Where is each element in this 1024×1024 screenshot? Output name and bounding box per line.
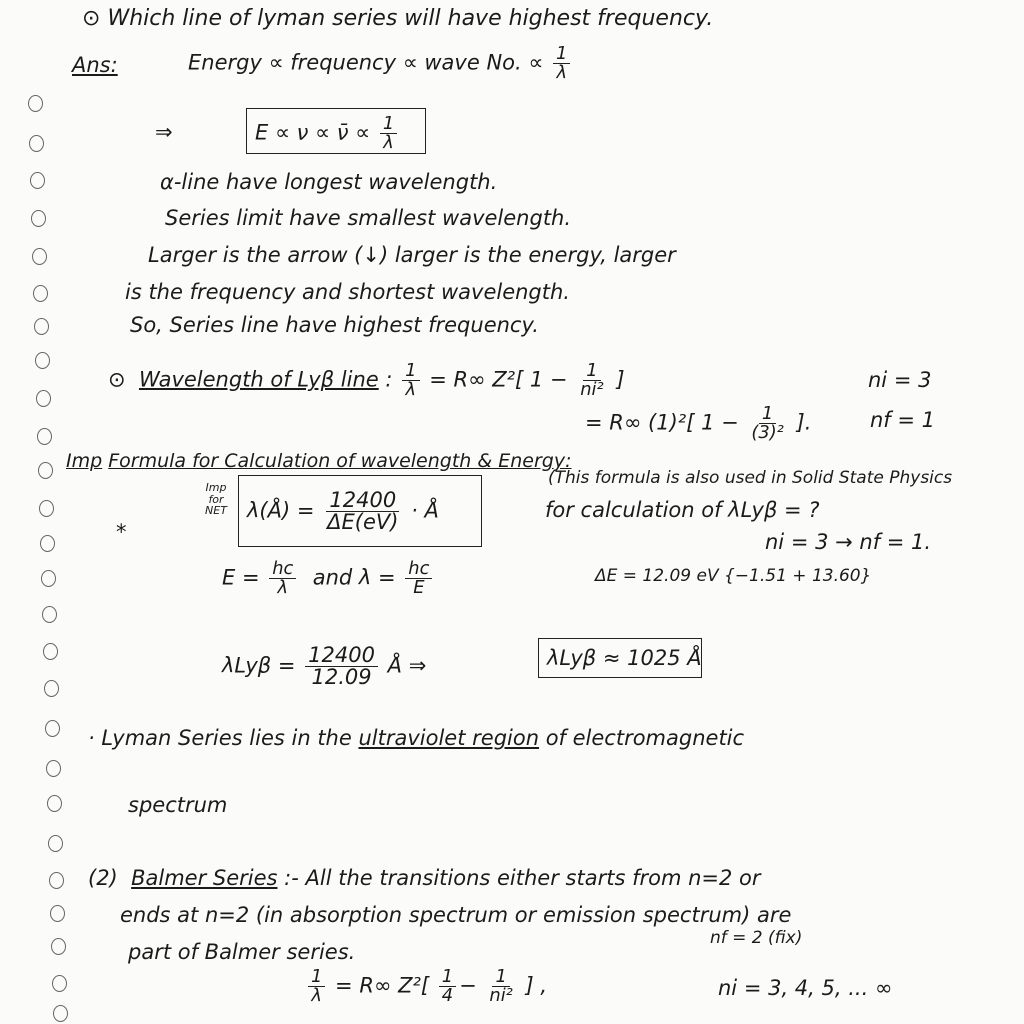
wavelength-formula-box [238, 475, 482, 547]
note-line: α-line have longest wavelength. [160, 170, 498, 194]
bracket: ]. [796, 410, 812, 435]
numerator: 1 [553, 45, 570, 64]
numerator: 1 [439, 968, 456, 987]
equation-text: = R∞ Z²[ [335, 973, 430, 998]
binder-hole [40, 535, 55, 552]
binder-hole [30, 172, 45, 189]
calc-text: for calculation of λLyβ = ? [545, 498, 820, 522]
binder-hole [29, 135, 44, 152]
text: :- All the transitions either starts from n=2 or [284, 866, 761, 890]
fraction [577, 362, 606, 399]
denominator: 4 [441, 984, 454, 1006]
numerator: 1 [402, 362, 419, 381]
delta-e-text: ΔE = 12.09 eV {−1.51 + 13.60} [595, 566, 872, 586]
ni-value: ni = 3 [868, 368, 932, 392]
balmer-line-1 [88, 868, 761, 889]
binder-hole [35, 352, 50, 369]
fraction [305, 645, 378, 688]
binder-hole [46, 760, 61, 777]
lyb-equation [108, 362, 625, 399]
fraction [402, 362, 419, 399]
note-line: So, Series line have highest frequency. [130, 313, 539, 337]
equation-text: = R∞ Z²[ 1 − [429, 367, 568, 392]
fraction [439, 968, 456, 1005]
balmer-equation: $\frac{1}{\lambda}$ = R∞ Z²[ $\frac{1}{4}$ − $\frac{1}{\text{ni²}}$ ] , [305, 968, 547, 1005]
wavelength-formula [247, 490, 439, 533]
boxed-text: E ∝ ν ∝ ν̄ ∝ [255, 120, 371, 145]
proportionality-box [246, 108, 426, 154]
text: · Lyman Series lies in the [88, 726, 352, 750]
fraction [486, 968, 515, 1005]
binder-hole [42, 606, 57, 623]
numerator: 1 [759, 405, 776, 424]
text: of electromagnetic [545, 726, 745, 750]
section-title: Balmer Series [131, 866, 278, 890]
denominator: λ [311, 984, 322, 1006]
star-icon: * [116, 520, 127, 544]
energy-relations [222, 560, 435, 597]
binder-hole [53, 1005, 68, 1022]
equation-text: E = [222, 565, 260, 590]
binder-hole [36, 390, 51, 407]
numerator: hc [405, 560, 432, 579]
binder-hole [50, 905, 65, 922]
balmer-line-2: ends at n=2 (in absorption spectrum or emission spectrum) are [120, 903, 792, 927]
binder-hole [28, 95, 43, 112]
denominator: ΔE(eV) [327, 510, 399, 534]
result-box [538, 638, 702, 678]
binder-hole [47, 795, 62, 812]
boxed-formula [255, 115, 400, 152]
denominator: 12.09 [311, 665, 372, 689]
denominator: (3)² [751, 421, 784, 443]
binder-hole [45, 720, 60, 737]
bracket: ] [616, 367, 625, 392]
binder-hole [38, 462, 53, 479]
numerator: 1 [308, 968, 325, 987]
fraction [380, 115, 397, 152]
section-title: Wavelength of Lyβ line [138, 367, 379, 392]
denominator: λ [383, 131, 394, 153]
fraction [553, 45, 570, 82]
question-text: Which line of lyman series will have highest frequency. [107, 6, 714, 31]
proportionality-text: Energy ∝ frequency ∝ wave No. ∝ [188, 50, 544, 75]
question-line [82, 8, 713, 30]
nf-value: nf = 2 (fix) [710, 928, 803, 948]
unit: · Å [411, 498, 439, 523]
numerator: 12400 [305, 645, 378, 667]
lyb-equation-2 [585, 405, 811, 442]
denominator: ni² [580, 378, 604, 400]
section-number: (2) [88, 866, 118, 890]
lyman-region-line [88, 728, 744, 749]
formula-heading [66, 452, 572, 471]
equation-text: and λ = [312, 565, 396, 590]
fraction [308, 968, 325, 1005]
fraction [324, 490, 401, 533]
binder-hole [39, 500, 54, 517]
numerator: 1 [492, 968, 509, 987]
note-line: Series limit have smallest wavelength. [165, 206, 572, 230]
denominator: E [413, 576, 425, 598]
bracket: ] , [525, 973, 548, 998]
balmer-line-3: part of Balmer series. [128, 940, 356, 964]
binder-hole [51, 938, 66, 955]
formula-note: (This formula is also used in Solid State Physics [548, 468, 953, 488]
colon: : [385, 367, 400, 392]
unit: Å ⇒ [387, 653, 427, 678]
underlined-text: ultraviolet region [358, 726, 540, 750]
transition-text: ni = 3 → nf = 1. [765, 530, 932, 554]
answer-label: Ans: [72, 53, 118, 77]
lyman-region-line-2: spectrum [128, 793, 228, 817]
bullet-icon: ⊙ [108, 367, 126, 392]
note-line: Larger is the arrow (↓) larger is the energy, larger [148, 243, 676, 267]
equation-text: λLyβ = [222, 653, 296, 678]
result-text: λLyβ ≈ 1025 Å [547, 646, 702, 670]
fraction [748, 405, 786, 442]
numerator: 12400 [326, 490, 399, 512]
denominator: λ [277, 576, 289, 598]
binder-hole [49, 872, 64, 889]
nf-value: nf = 1 [870, 408, 936, 432]
numerator: hc [269, 560, 296, 579]
imp-label: Imp [66, 450, 103, 472]
note-line: is the frequency and shortest wavelength. [125, 280, 570, 304]
answer-line [188, 45, 573, 82]
denominator: ni² [489, 984, 513, 1006]
binder-hole [31, 210, 46, 227]
binder-hole [32, 248, 47, 265]
imp-for-net-label: Imp for NET [205, 481, 227, 518]
denominator: λ [405, 378, 417, 400]
binder-hole [33, 285, 48, 302]
formula-lhs: λ(Å) = [247, 498, 315, 523]
binder-hole [48, 835, 63, 852]
binder-hole [34, 318, 49, 335]
binder-hole [52, 975, 67, 992]
lyb-calculation [222, 645, 426, 688]
equation-text: = R∞ (1)²[ 1 − [585, 410, 739, 435]
fraction [269, 560, 296, 597]
binder-hole [44, 680, 59, 697]
numerator: 1 [583, 362, 600, 381]
binder-hole [41, 570, 56, 587]
fraction [405, 560, 432, 597]
binder-hole [37, 428, 52, 445]
binder-hole [43, 643, 58, 660]
formula-title: Formula for Calculation of wavelength & Energy: [108, 450, 572, 472]
implies-arrow: ⇒ [155, 120, 173, 144]
denominator: λ [556, 61, 567, 83]
numerator: 1 [380, 115, 397, 134]
bullet-icon: ⊙ [82, 6, 101, 31]
ni-values: ni = 3, 4, 5, ... ∞ [718, 976, 893, 1000]
